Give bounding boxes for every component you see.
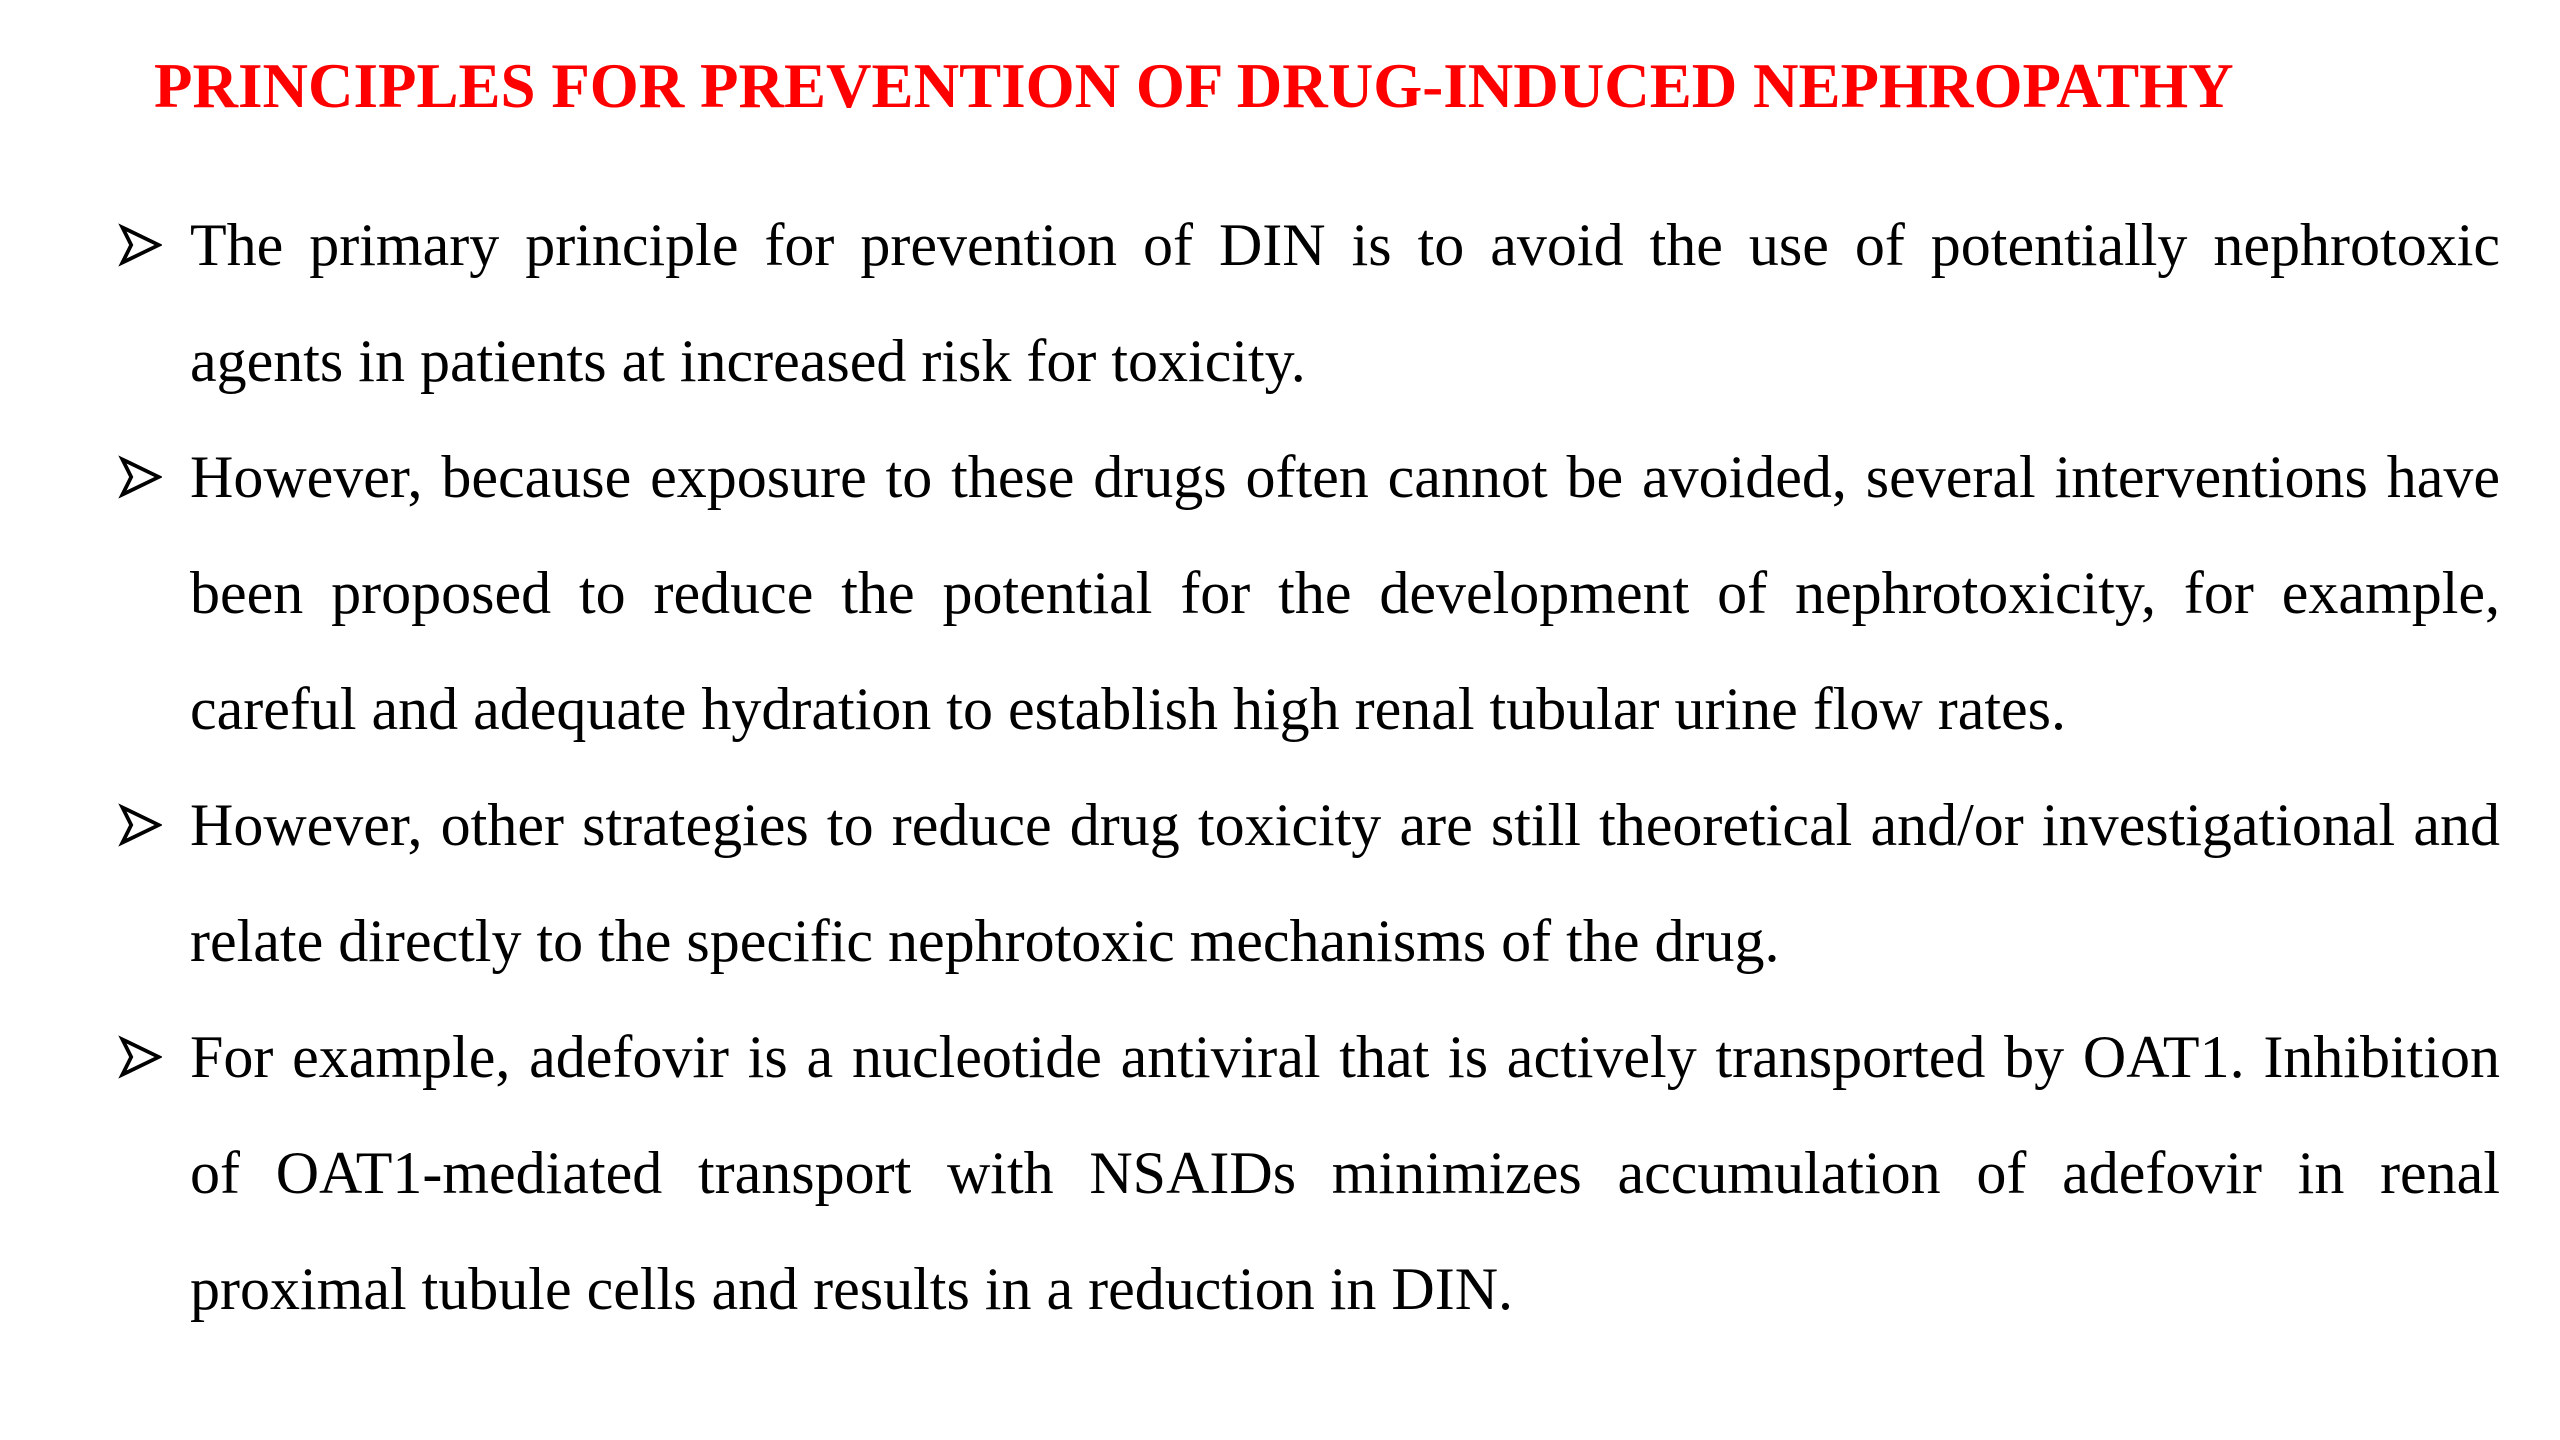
arrowhead-bullet-icon (118, 419, 190, 535)
bullet-text: For example, adefovir is a nucleotide antiviral that is actively transported by OAT1. Inhibition of OAT1-mediated transport with NSAIDs minimizes accumulation of adefovir in renal proximal tubule cells and results in a reduction in DIN. (190, 1024, 2500, 1322)
slide-title: PRINCIPLES FOR PREVENTION OF DRUG-INDUCED NEPHROPATHY (154, 51, 2234, 121)
arrowhead-bullet-icon (118, 767, 190, 883)
bullet-item-1 (118, 187, 2500, 419)
bullet-text: The primary principle for prevention of DIN is to avoid the use of potentially nephrotoxic agents in patients at increased risk for toxicity. (190, 212, 2500, 394)
bullet-text: However, because exposure to these drugs often cannot be avoided, several interventions have been proposed to reduce the potential for the development of nephrotoxicity, for example, careful and adequate hydration to establish high renal tubular urine flow rates. (190, 444, 2500, 742)
arrowhead-bullet-icon (118, 999, 190, 1115)
arrowhead-bullet-icon (118, 187, 190, 303)
bullet-item-4 (118, 999, 2500, 1347)
bullet-item-2 (118, 419, 2500, 767)
bullet-item-3 (118, 767, 2500, 999)
bullet-list (118, 187, 2500, 1347)
bullet-text: However, other strategies to reduce drug toxicity are still theoretical and/or investigational and relate directly to the specific nephrotoxic mechanisms of the drug. (190, 792, 2500, 974)
